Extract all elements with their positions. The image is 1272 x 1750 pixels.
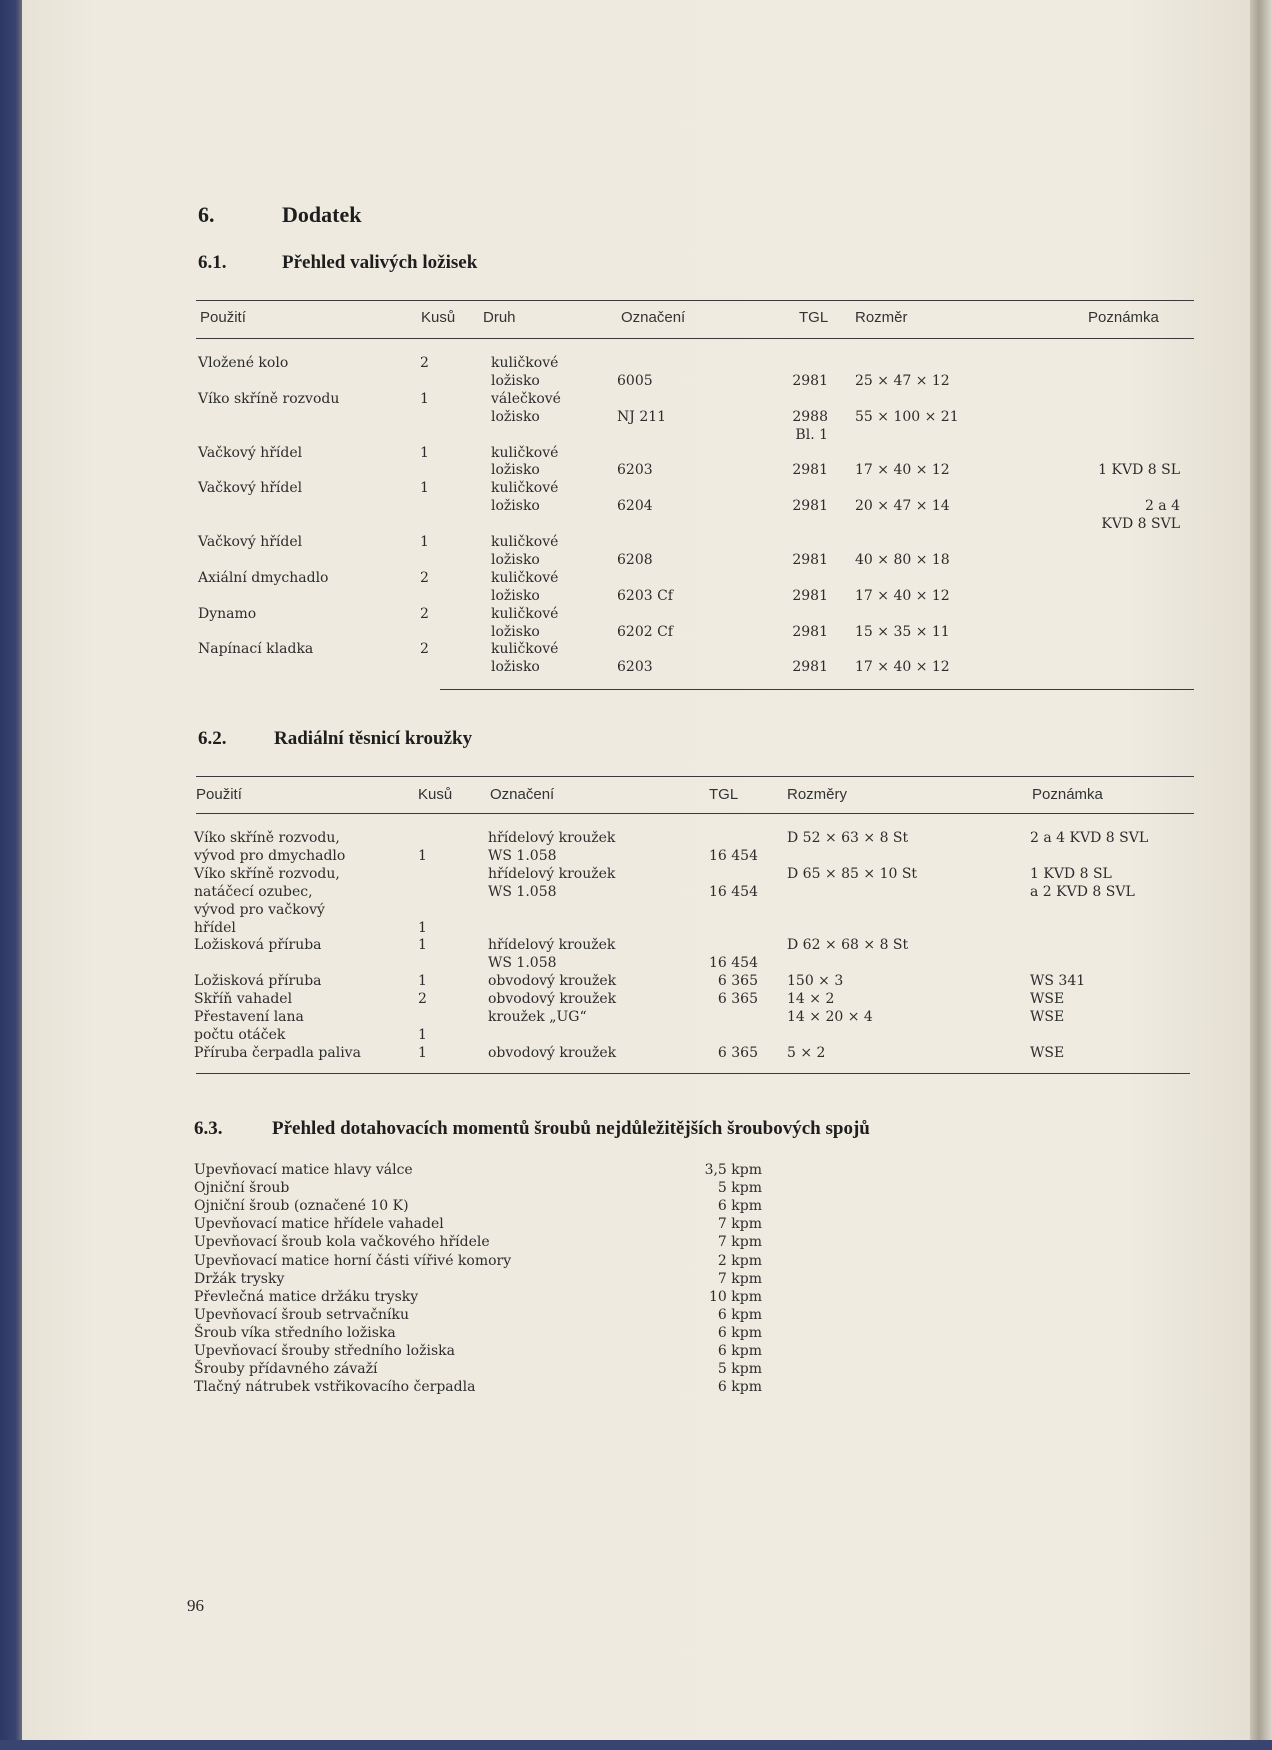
bearings-cell: 2 [420, 570, 429, 586]
seals-cell: 5 × 2 [787, 1045, 826, 1061]
bearings-cell: 1 KVD 8 SL [1098, 462, 1180, 478]
seals-top-rule [196, 776, 1194, 777]
torque-value: 6 kpm [717, 1343, 762, 1359]
seals-cell: kroužek „UG“ [488, 1009, 587, 1025]
bearings-cell: válečkové [491, 391, 561, 407]
bearings-cell: 2981 [792, 552, 828, 568]
torque-item: Upevňovací matice hlavy válce [194, 1162, 413, 1178]
seals-bottom-rule [196, 1073, 1190, 1074]
bearings-header-cell: Poznámka [1088, 309, 1159, 326]
torque-item: Držák trysky [194, 1271, 285, 1287]
seals-cell: hřídelový kroužek [488, 937, 616, 953]
bearings-cell: 6203 [617, 462, 653, 478]
bearings-cell: kuličkové [491, 355, 559, 371]
page-edge [1250, 0, 1272, 1750]
bearings-cell: 2 [420, 641, 429, 657]
torque-value: 10 kpm [709, 1289, 762, 1305]
torque-value: 6 kpm [717, 1379, 762, 1395]
seals-cell: 16 454 [709, 955, 758, 971]
bearings-cell: 2988 [792, 409, 828, 425]
seals-cell: počtu otáček [194, 1027, 286, 1043]
torque-value: 5 kpm [717, 1361, 762, 1377]
seals-cell: hřídelový kroužek [488, 866, 616, 882]
seals-header-cell: Označení [490, 786, 555, 803]
bearings-cell: Vačkový hřídel [198, 534, 303, 550]
bearings-cell: 2 [420, 355, 429, 371]
bearings-cell: 17 × 40 × 12 [855, 462, 950, 478]
bearings-cell: kuličkové [491, 606, 559, 622]
bearings-header-cell: Označení [621, 309, 686, 326]
bearings-cell: ložisko [491, 588, 540, 604]
torque-value: 7 kpm [717, 1271, 762, 1287]
bearings-cell: 2981 [792, 588, 828, 604]
seals-header-rule [196, 813, 1194, 814]
bearings-top-rule [196, 300, 1194, 301]
torque-item: Upevňovací matice hřídele vahadel [194, 1216, 444, 1232]
seals-cell: obvodový kroužek [488, 973, 617, 989]
bearings-header-rule [196, 338, 1194, 339]
seals-cell: 6 365 [717, 1045, 758, 1061]
seals-cell: Skříň vahadel [194, 991, 293, 1007]
torque-value: 3,5 kpm [704, 1162, 762, 1178]
bearings-cell: 1 [420, 534, 429, 550]
seals-cell: 2 a 4 KVD 8 SVL [1030, 830, 1149, 846]
torque-item: Ojniční šroub (označené 10 K) [194, 1198, 409, 1214]
bearings-cell: 40 × 80 × 18 [855, 552, 950, 568]
bearings-cell: 2981 [792, 373, 828, 389]
subsection-title-6-2: Radiální těsnicí kroužky [274, 728, 473, 749]
bearings-cell: Dynamo [198, 606, 257, 622]
seals-cell: natáčecí ozubec, [194, 884, 313, 900]
seals-cell: hřídelový kroužek [488, 830, 616, 846]
seals-cell: Víko skříně rozvodu, [194, 866, 340, 882]
seals-header-cell: Kusů [418, 786, 453, 803]
seals-cell: 16 454 [709, 884, 758, 900]
bearings-cell: 2981 [792, 659, 828, 675]
bearings-cell: ložisko [491, 659, 540, 675]
torque-item: Převlečná matice držáku trysky [194, 1289, 419, 1305]
seals-cell: 1 KVD 8 SL [1030, 866, 1112, 882]
bearings-cell: Napínací kladka [198, 641, 314, 657]
seals-cell: 14 × 2 [787, 991, 835, 1007]
seals-cell: 2 [418, 991, 427, 1007]
seals-cell: WSE [1030, 991, 1065, 1007]
seals-cell: 1 [418, 848, 427, 864]
torque-value: 2 kpm [717, 1253, 762, 1269]
seals-cell: WS 1.058 [488, 884, 557, 900]
bearings-cell: 15 × 35 × 11 [855, 624, 950, 640]
seals-cell: WS 341 [1030, 973, 1086, 989]
bearings-header-cell: Druh [483, 309, 516, 326]
seals-cell: 14 × 20 × 4 [787, 1009, 873, 1025]
bearings-cell: 1 [420, 480, 429, 496]
bearings-cell: Vačkový hřídel [198, 480, 303, 496]
torque-item: Tlačný nátrubek vstřikovacího čerpadla [194, 1379, 476, 1395]
seals-cell: WSE [1030, 1009, 1065, 1025]
bearings-cell: 6208 [617, 552, 653, 568]
book-spine [0, 0, 22, 1750]
seals-cell: D 65 × 85 × 10 St [787, 866, 918, 882]
torque-item: Šrouby přídavného závaží [194, 1361, 378, 1377]
seals-cell: Příruba čerpadla paliva [194, 1045, 361, 1061]
seals-cell: obvodový kroužek [488, 1045, 617, 1061]
bearings-cell: 2981 [792, 624, 828, 640]
seals-cell: WSE [1030, 1045, 1065, 1061]
bearings-cell: NJ 211 [617, 409, 667, 425]
seals-cell: Přestavení lana [194, 1009, 304, 1025]
seals-header-cell: Použití [196, 786, 242, 803]
bearings-cell: 17 × 40 × 12 [855, 659, 950, 675]
section-number: 6. [198, 202, 215, 227]
seals-cell: 1 [418, 920, 427, 936]
bearings-cell: 1 [420, 391, 429, 407]
bearings-cell: 6202 Cf [617, 624, 673, 640]
seals-cell: 6 365 [717, 991, 758, 1007]
bearings-cell: ložisko [491, 409, 540, 425]
bearings-cell: 2 a 4 [1144, 498, 1180, 514]
bearings-cell: 55 × 100 × 21 [855, 409, 959, 425]
subsection-number-6-3: 6.3. [194, 1118, 223, 1139]
bearings-cell: kuličkové [491, 641, 559, 657]
bearings-cell: ložisko [491, 552, 540, 568]
seals-header-cell: Rozměry [787, 786, 848, 803]
torque-value: 6 kpm [717, 1307, 762, 1323]
bearings-cell: kuličkové [491, 480, 559, 496]
torque-item: Upevňovací šroub setrvačníku [194, 1307, 410, 1323]
seals-cell: 1 [418, 937, 427, 953]
bearings-cell: 6203 Cf [617, 588, 673, 604]
seals-cell: vývod pro dmychadlo [194, 848, 346, 864]
bearings-cell: 25 × 47 × 12 [855, 373, 950, 389]
bearings-cell: 2 [420, 606, 429, 622]
seals-cell: Víko skříně rozvodu, [194, 830, 340, 846]
seals-cell: 1 [418, 1027, 427, 1043]
bearings-cell: ložisko [491, 624, 540, 640]
seals-cell: WS 1.058 [488, 955, 557, 971]
torque-value: 5 kpm [717, 1180, 762, 1196]
bearings-cell: Vačkový hřídel [198, 445, 303, 461]
torque-item: Šroub víka středního ložiska [194, 1325, 396, 1341]
bearings-cell: KVD 8 SVL [1101, 516, 1180, 532]
torque-value: 7 kpm [717, 1216, 762, 1232]
seals-cell: vývod pro vačkový [194, 902, 325, 918]
seals-cell: 6 365 [717, 973, 758, 989]
bearings-cell: Axiální dmychadlo [198, 570, 329, 586]
seals-header-cell: Poznámka [1032, 786, 1103, 803]
bearings-header-cell: Kusů [421, 309, 456, 326]
seals-cell: 1 [418, 973, 427, 989]
torque-value: 6 kpm [717, 1325, 762, 1341]
torque-item: Upevňovací matice horní části vířivé komory [194, 1253, 512, 1269]
bearings-cell: ložisko [491, 498, 540, 514]
page-number: 96 [187, 1596, 204, 1615]
bearings-header-cell: TGL [799, 309, 829, 326]
bearings-cell: 2981 [792, 462, 828, 478]
subsection-title-6-1: Přehled valivých ložisek [282, 252, 478, 273]
seals-cell: 150 × 3 [787, 973, 844, 989]
bearings-cell: Bl. 1 [795, 427, 828, 443]
bearings-cell: Vložené kolo [198, 355, 289, 371]
bearings-header-cell: Použití [200, 309, 246, 326]
seals-cell: D 62 × 68 × 8 St [787, 937, 909, 953]
torque-item: Upevňovací šroub kola vačkového hřídele [194, 1234, 490, 1250]
bearings-cell: ložisko [491, 373, 540, 389]
bottom-band [0, 1740, 1272, 1750]
seals-cell: a 2 KVD 8 SVL [1030, 884, 1135, 900]
seals-cell: Ložisková příruba [194, 937, 322, 953]
bearings-cell: 1 [420, 445, 429, 461]
bearings-cell: kuličkové [491, 570, 559, 586]
seals-cell: obvodový kroužek [488, 991, 617, 1007]
bearings-cell: 6005 [617, 373, 653, 389]
bearings-cell: Víko skříně rozvodu [198, 391, 340, 407]
bearings-cell: ložisko [491, 462, 540, 478]
torque-value: 7 kpm [717, 1234, 762, 1250]
bearings-cell: 20 × 47 × 14 [855, 498, 950, 514]
seals-cell: D 52 × 63 × 8 St [787, 830, 909, 846]
subsection-number-6-1: 6.1. [198, 252, 227, 273]
bearings-cell: 17 × 40 × 12 [855, 588, 950, 604]
section-title: Dodatek [282, 202, 362, 227]
seals-cell: hřídel [194, 920, 236, 936]
bearings-header-cell: Rozměr [855, 309, 908, 326]
subsection-title-6-3: Přehled dotahovacích momentů šroubů nejdůležitějších šroubových spojů [272, 1118, 870, 1139]
torque-item: Upevňovací šrouby středního ložiska [194, 1343, 455, 1359]
seals-cell: 16 454 [709, 848, 758, 864]
seals-header-cell: TGL [709, 786, 739, 803]
bearings-cell: 6204 [617, 498, 653, 514]
bearings-bottom-rule [440, 689, 1194, 690]
torque-value: 6 kpm [717, 1198, 762, 1214]
bearings-cell: 6203 [617, 659, 653, 675]
bearings-cell: kuličkové [491, 534, 559, 550]
subsection-number-6-2: 6.2. [198, 728, 227, 749]
seals-cell: 1 [418, 1045, 427, 1061]
torque-item: Ojniční šroub [194, 1180, 290, 1196]
seals-cell: Ložisková příruba [194, 973, 322, 989]
seals-cell: WS 1.058 [488, 848, 557, 864]
bearings-cell: 2981 [792, 498, 828, 514]
bearings-cell: kuličkové [491, 445, 559, 461]
